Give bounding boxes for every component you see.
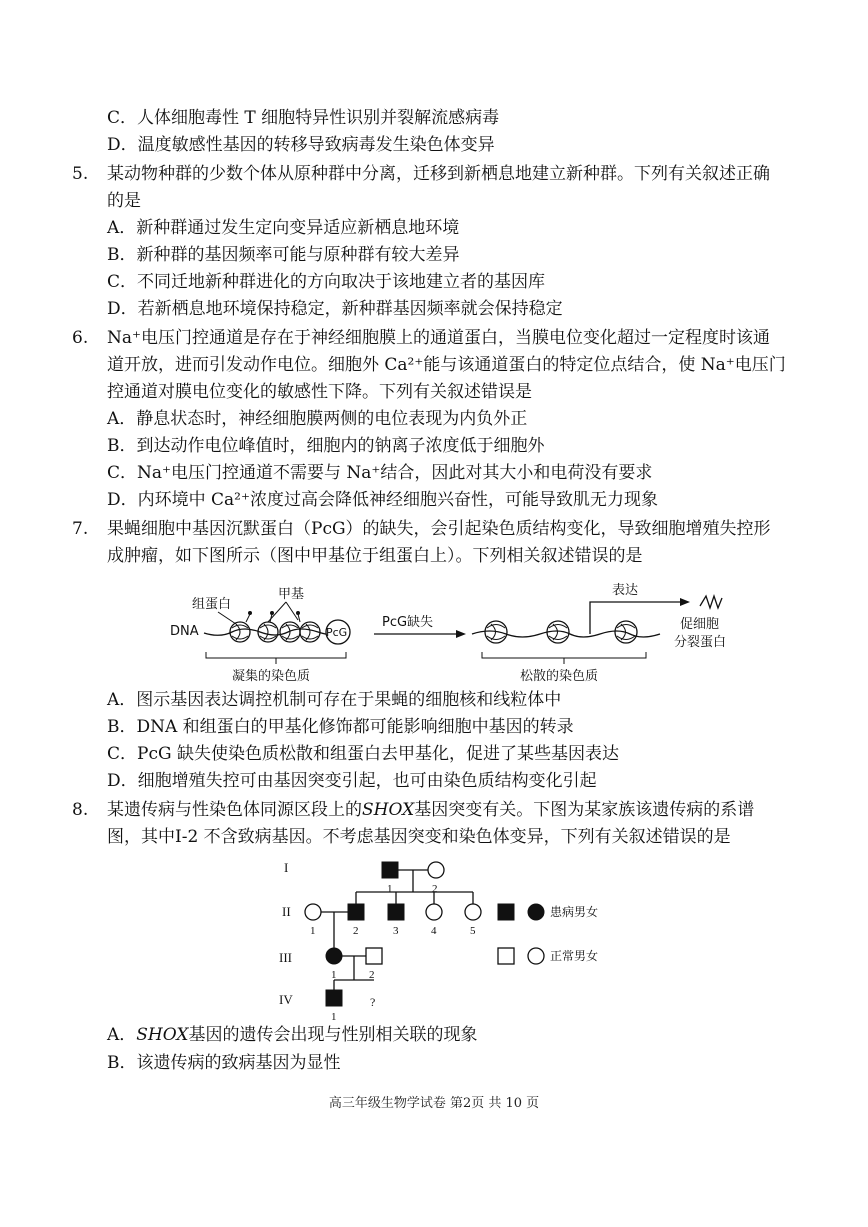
q7-number: 7. xyxy=(72,519,89,539)
q8-option-a xyxy=(107,1024,478,1046)
legend-normal-female xyxy=(528,948,544,964)
q5-option-a: A．新种群通过发生定向变异适应新栖息地环境 xyxy=(107,218,460,238)
q7-option-c: C．PcG 缺失使染色质松散和组蛋白去甲基化，促进了某些基因表达 xyxy=(107,744,619,764)
pcg-label: PcG xyxy=(326,626,348,639)
pedigree-num: 1 xyxy=(387,883,393,895)
nucleosome-icon xyxy=(615,621,637,643)
nucleosome-icon xyxy=(485,621,507,643)
q6-option-c: C．Na⁺电压门控通道不需要与 Na⁺结合，因此对其大小和电荷没有要求 xyxy=(107,463,653,483)
legend-affected-label: 患病男女 xyxy=(550,905,599,919)
q8-option-b: B．该遗传病的致病基因为显性 xyxy=(107,1053,341,1073)
normal-female xyxy=(426,904,442,920)
q5-option-c: C．不同迁地新种群进化的方向取决于该地建立者的基因库 xyxy=(107,272,546,292)
pedigree-num: 5 xyxy=(470,925,476,937)
q6-option-d: D．内环境中 Ca²⁺浓度过高会降低神经细胞兴奋性，可能导致肌无力现象 xyxy=(107,490,658,510)
pedigree-num: 2 xyxy=(369,969,375,981)
histone-label: 组蛋白 xyxy=(192,597,232,612)
q6-option-b: B．到达动作电位峰值时，细胞内的钠离子浓度低于细胞外 xyxy=(107,436,545,456)
pedigree-num: 1 xyxy=(310,925,316,937)
q7-stem-line2: 成肿瘤，如下图所示（图中甲基位于组蛋白上）。下列相关叙述错误的是 xyxy=(107,546,643,566)
q7-stem xyxy=(72,518,771,540)
q5-stem-line2: 的是 xyxy=(107,191,141,211)
condensed-chromatin-label: 凝集的染色质 xyxy=(232,669,311,684)
gen-label-3: III xyxy=(279,950,292,965)
legend-normal-male xyxy=(498,948,514,964)
q6-option-a: A．静息状态时，神经细胞膜两侧的电位表现为内负外正 xyxy=(107,409,528,429)
protein-icon xyxy=(700,596,722,608)
pedigree-num: 2 xyxy=(432,883,438,895)
pedigree-num: 3 xyxy=(393,925,399,937)
normal-female xyxy=(428,862,444,878)
q8-stem xyxy=(72,799,754,821)
dna-label: DNA xyxy=(170,624,199,639)
affected-male xyxy=(326,990,342,1006)
legend-normal-label: 正常男女 xyxy=(550,949,599,963)
q7-stem-line1: 果蝇细胞中基因沉默蛋白（PcG）的缺失，会引起染色质结构变化，导致细胞增殖失控形 xyxy=(107,519,771,539)
q5-option-d: D．若新栖息地环境保持稳定，新种群基因频率就会保持稳定 xyxy=(107,299,563,319)
methyl-label: 甲基 xyxy=(278,587,305,602)
q6-stem-line3: 控通道对膜电位变化的敏感性下降。下列有关叙述错误是 xyxy=(107,382,532,402)
q5-stem-line1: 某动物种群的少数个体从原种群中分离，迁移到新栖息地建立新种群。下列有关叙述正确 xyxy=(107,164,770,184)
gen-label-1: I xyxy=(284,860,289,875)
nucleosome-icon xyxy=(258,611,278,642)
nucleosome-icon xyxy=(280,622,300,642)
normal-female xyxy=(465,904,481,920)
chromatin-diagram xyxy=(160,578,750,688)
q6-stem-line1: Na⁺电压门控通道是存在于神经细胞膜上的通道蛋白，当膜电位变化超过一定程度时该通 xyxy=(107,328,770,348)
protein-label-line2: 分裂蛋白 xyxy=(674,635,727,650)
q8-gene-name: SHOX xyxy=(362,800,415,820)
normal-female xyxy=(305,904,321,920)
pedigree-chart xyxy=(270,852,640,1022)
q7-option-d: D．细胞增殖失控可由基因突变引起，也可由染色质结构变化引起 xyxy=(107,771,597,791)
q8-option-a-text: 基因的遗传会出现与性别相关联的现象 xyxy=(188,1025,478,1045)
page-footer: 高三年级生物学试卷 第2页 共 10 页 xyxy=(328,1096,540,1111)
gen-label-2: II xyxy=(282,904,291,919)
pedigree-num: 1 xyxy=(331,969,337,981)
legend-affected-male xyxy=(498,904,514,920)
pedigree-unknown: ? xyxy=(370,995,376,1009)
q6-stem-line2: 道开放，进而引发动作电位。细胞外 Ca²⁺能与该通道蛋白的特定位点结合，使 Na⁺电压门 xyxy=(107,355,786,375)
protein-label-line1: 促细胞 xyxy=(680,617,720,632)
affected-male xyxy=(382,862,398,878)
loose-chromatin-label: 松散的染色质 xyxy=(520,669,599,684)
q7-option-a: A．图示基因表达调控机制可存在于果蝇的细胞核和线粒体中 xyxy=(107,690,562,710)
q6-stem xyxy=(72,327,770,349)
normal-male xyxy=(366,948,382,964)
q6-number: 6. xyxy=(72,328,89,348)
nucleosome-icon xyxy=(230,611,252,642)
q8-option-a-gene: SHOX xyxy=(136,1025,189,1045)
gen-label-4: IV xyxy=(279,992,293,1007)
q8-option-a-prefix: A． xyxy=(107,1025,137,1045)
pedigree-num: 2 xyxy=(353,925,359,937)
affected-female xyxy=(326,948,342,964)
pedigree-num: 4 xyxy=(431,925,437,937)
legend-affected-female xyxy=(528,904,544,920)
q8-stem-line1-post: 基因突变有关。下图为某家族该遗传病的系谱 xyxy=(414,800,755,820)
pcg-loss-label: PcG缺失 xyxy=(382,615,434,630)
q8-number: 8. xyxy=(72,800,89,820)
express-label: 表达 xyxy=(612,583,639,598)
affected-male xyxy=(348,904,364,920)
q8-stem-line2: 图，其中Ⅰ-2 不含致病基因。不考虑基因突变和染色体变异，下列有关叙述错误的是 xyxy=(107,827,731,847)
affected-male xyxy=(388,904,404,920)
q5-number: 5. xyxy=(72,164,89,184)
q5-option-b: B．新种群的基因频率可能与原种群有较大差异 xyxy=(107,245,460,265)
q4-option-d: D．温度敏感性基因的转移导致病毒发生染色体变异 xyxy=(107,135,495,155)
q5-stem xyxy=(72,163,770,185)
pedigree-num: 1 xyxy=(331,1011,337,1022)
q7-option-b: B．DNA 和组蛋白的甲基化修饰都可能影响细胞中基因的转录 xyxy=(107,717,574,737)
q4-option-c: C．人体细胞毒性 T 细胞特异性识别并裂解流感病毒 xyxy=(107,108,500,128)
nucleosome-icon xyxy=(296,611,320,642)
q8-stem-line1-pre: 某遗传病与性染色体同源区段上的 xyxy=(107,800,362,820)
